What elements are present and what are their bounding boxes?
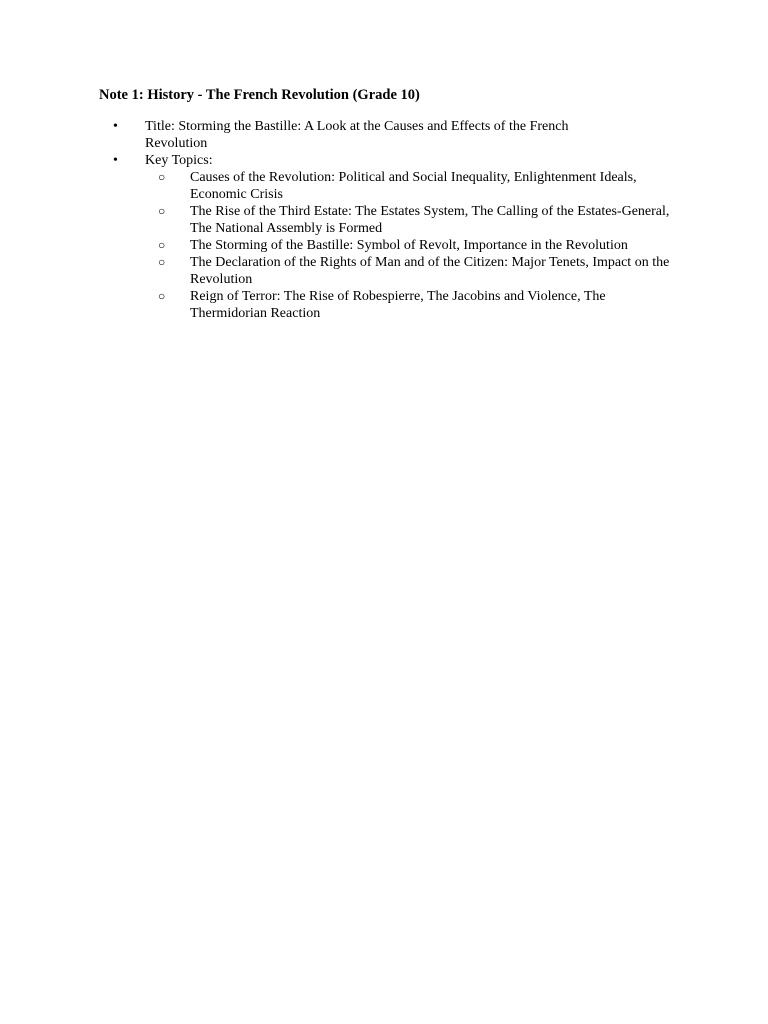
sublist-item [0,169,680,203]
list-item-title [0,118,615,152]
circle-bullet-icon: ○ [158,289,166,303]
circle-bullet-icon: ○ [158,255,166,269]
sublist-item [0,203,680,237]
key-topics-sublist [0,169,670,322]
sublist-item [0,288,680,322]
sublist-item-text: Causes of the Revolution: Political and Social Inequality, Enlightenment Ideals, Economic Crisis [190,170,637,202]
list-item-key-topics [0,152,670,322]
list-item-text: Title: Storming the Bastille: A Look at the Causes and Effects of the French Revolution [145,119,569,151]
sublist-item [0,254,680,288]
list-item-text: Key Topics: [145,153,213,168]
sublist-item [0,237,680,254]
sublist-item-text: Reign of Terror: The Rise of Robespierre, The Jacobins and Violence, The Thermidorian Reaction [190,289,606,321]
circle-bullet-icon: ○ [158,170,166,184]
circle-bullet-icon: ○ [158,204,166,218]
sublist-item-text: The Storming of the Bastille: Symbol of Revolt, Importance in the Revolution [190,238,628,253]
sublist-item-text: The Declaration of the Rights of Man and of the Citizen: Major Tenets, Impact on the Revolution [190,255,670,287]
circle-bullet-icon: ○ [158,238,166,252]
bullet-icon: • [113,119,118,134]
topic-list [0,118,768,322]
bullet-icon: • [113,153,118,168]
sublist-item-text: The Rise of the Third Estate: The Estates System, The Calling of the Estates-General, The National Assembly is Formed [190,204,670,236]
note-heading: Note 1: History - The French Revolution (Grade 10) [99,87,420,103]
